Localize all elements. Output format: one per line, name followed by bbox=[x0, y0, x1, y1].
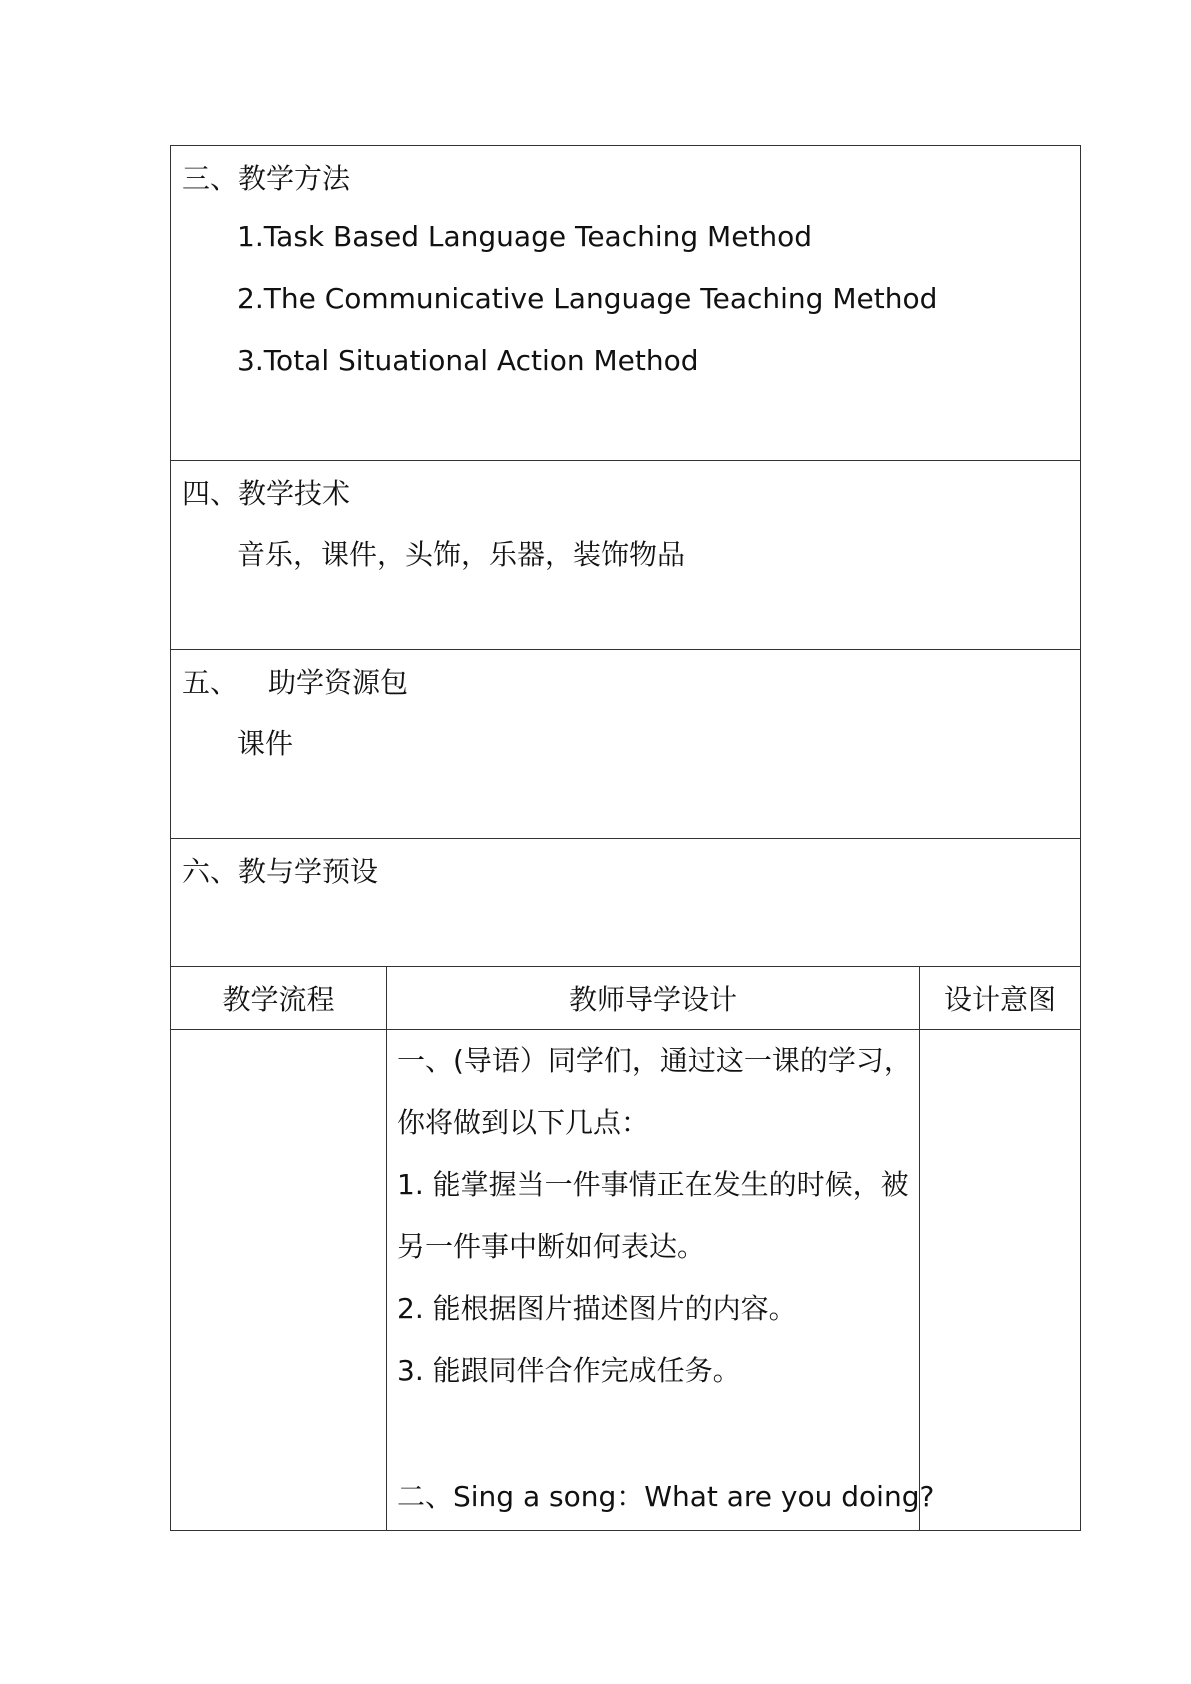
resource-content: 课件 bbox=[237, 727, 294, 760]
design-line: 2. 能根据图片描述图片的内容。 bbox=[397, 1292, 797, 1325]
section-resource-pack bbox=[171, 650, 1080, 839]
design-line: 你将做到以下几点： bbox=[397, 1106, 650, 1139]
header-teacher-design: 教师导学设计 bbox=[387, 967, 920, 1030]
section-teaching-presets bbox=[171, 839, 1080, 967]
section-title: 四、教学技术 bbox=[182, 477, 351, 510]
method-item: 2.The Communicative Language Teaching Method bbox=[237, 282, 938, 315]
header-teaching-process: 教学流程 bbox=[171, 967, 387, 1030]
section-heading: 助学资源包 bbox=[268, 666, 409, 699]
section-teaching-methods bbox=[171, 146, 1080, 461]
lesson-plan-table bbox=[170, 145, 1081, 1531]
section-teaching-technology bbox=[171, 461, 1080, 650]
intent-cell bbox=[920, 1030, 1080, 1530]
design-line: 3. 能跟同伴合作完成任务。 bbox=[397, 1354, 741, 1387]
header-design-intent: 设计意图 bbox=[920, 967, 1080, 1030]
process-table bbox=[171, 967, 1080, 1530]
method-item: 1.Task Based Language Teaching Method bbox=[237, 220, 813, 253]
section-number: 五、 bbox=[182, 666, 239, 699]
method-item: 3.Total Situational Action Method bbox=[237, 344, 699, 377]
technology-list: 音乐，课件，头饰，乐器，装饰物品 bbox=[237, 538, 686, 571]
section-title: 六、教与学预设 bbox=[182, 855, 379, 888]
section-title: 三、教学方法 bbox=[182, 162, 351, 195]
design-cell bbox=[387, 1030, 935, 1530]
design-line: 一、(导语）同学们，通过这一课的学习， bbox=[397, 1044, 912, 1077]
design-line: 二、Sing a song：What are you doing? bbox=[397, 1480, 935, 1513]
design-line: 1. 能掌握当一件事情正在发生的时候，被 bbox=[397, 1168, 909, 1201]
section-title bbox=[182, 666, 408, 700]
design-line: 另一件事中断如何表达。 bbox=[397, 1230, 706, 1263]
process-cell bbox=[171, 1030, 387, 1530]
